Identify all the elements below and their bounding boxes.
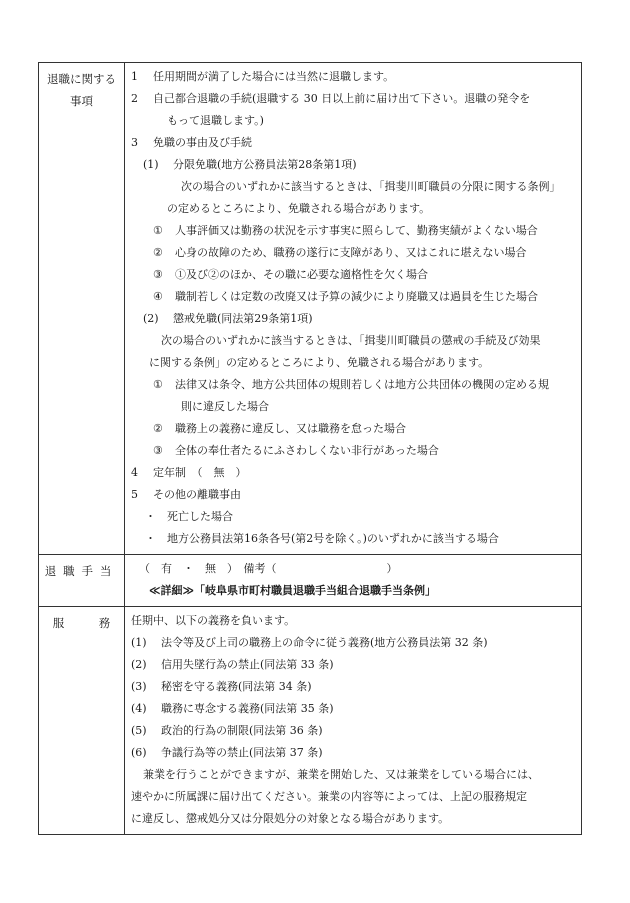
item-number: (6): [131, 746, 147, 759]
section-retirement: [39, 63, 581, 554]
item-text: ①及び②のほか、その職に必要な適格性を欠く場合: [175, 268, 428, 281]
item-number: (2): [143, 312, 159, 325]
section-content: [125, 63, 581, 554]
content-line: [125, 396, 581, 418]
item-text: 秘密を守る義務(同法第 34 条): [161, 680, 312, 693]
item-number: 1: [131, 70, 138, 83]
section-label: [39, 607, 125, 834]
section-duties: [39, 606, 581, 834]
item-number: ③: [153, 268, 163, 281]
item-number: 2: [131, 92, 138, 105]
item-text: 兼業を行うことができますが、兼業を開始した、又は兼業をしている場合には、: [143, 768, 539, 781]
content-line: [125, 742, 581, 764]
content-line: [125, 440, 581, 462]
item-text: 分限免職(地方公務員法第28条第1項): [173, 158, 357, 171]
item-text: 職務上の義務に違反し、又は職務を怠った場合: [175, 422, 406, 435]
content-line: [125, 462, 581, 484]
content-line: [125, 484, 581, 506]
item-number: ③: [153, 444, 163, 457]
item-number: (4): [131, 702, 147, 715]
content-line: [125, 220, 581, 242]
content-line: [125, 176, 581, 198]
item-number: (1): [131, 636, 147, 649]
content-line: [125, 418, 581, 440]
item-number: (1): [143, 158, 159, 171]
item-text: 全体の奉仕者たるにふさわしくない非行があった場合: [175, 444, 439, 457]
section-label-line: 退職に関する: [47, 72, 116, 86]
content-line: [125, 110, 581, 132]
content-line: [125, 308, 581, 330]
item-text: 任用期間が満了した場合には当然に退職します。: [153, 70, 395, 83]
section-label: [39, 555, 125, 606]
item-text: 懲戒免職(同法第29条第1項): [173, 312, 313, 325]
content-line: [125, 676, 581, 698]
item-number: 3: [131, 136, 138, 149]
item-text: 職務に専念する義務(同法第 35 条): [161, 702, 334, 715]
content-line: [125, 132, 581, 154]
content-line: [125, 264, 581, 286]
section-label-line: 服 務: [52, 616, 111, 630]
content-line: [125, 352, 581, 374]
section-label-line: 退職手当: [44, 564, 119, 578]
item-number: (2): [131, 658, 147, 671]
item-number: 4: [131, 466, 138, 479]
item-text: 地方公務員法第16条各号(第2号を除く。)のいずれかに該当する場合: [167, 532, 499, 545]
content-line: [125, 632, 581, 654]
content-line: [125, 720, 581, 742]
item-number: ②: [153, 422, 163, 435]
item-number: (3): [131, 680, 147, 693]
item-text: 定年制 （ 無 ）: [153, 466, 247, 479]
item-text: 法律又は条令、地方公共団体の規則若しくは地方公共団体の機関の定める規: [175, 378, 549, 391]
item-text: に違反し、懲戒処分又は分限処分の対象となる場合があります。: [131, 812, 450, 825]
item-text: 心身の故障のため、職務の遂行に支障があり、又はこれに堪えない場合: [175, 246, 527, 259]
item-text: の定めるところにより、免職される場合があります。: [167, 202, 431, 215]
item-text: 則に違反した場合: [181, 400, 269, 413]
content-line: [125, 528, 581, 550]
content-line: [125, 808, 581, 830]
item-number: ④: [153, 290, 163, 303]
content-line: [125, 88, 581, 110]
item-number: ①: [153, 378, 163, 391]
item-text: 死亡した場合: [167, 510, 233, 523]
item-text: ≪詳細≫「岐阜県市町村職員退職手当組合退職手当条例」: [149, 584, 437, 597]
item-number: ②: [153, 246, 163, 259]
item-text: 信用失墜行為の禁止(同法第 33 条): [161, 658, 334, 671]
item-text: 職制若しくは定数の改廃又は予算の減少により廃職又は過員を生じた場合: [175, 290, 538, 303]
content-line: [125, 580, 581, 602]
item-text: 争議行為等の禁止(同法第 37 条): [161, 746, 323, 759]
item-text: に関する条例」の定めるところにより、免職される場合があります。: [149, 356, 490, 369]
section-label-line: 事項: [70, 94, 93, 108]
item-text: 任期中、以下の義務を負います。: [131, 614, 296, 627]
item-text: 速やかに所属課に届け出てください。兼業の内容等によっては、上記の服務規定: [131, 790, 527, 803]
content-line: [125, 764, 581, 786]
content-line: [125, 154, 581, 176]
item-number: ・: [145, 532, 156, 545]
content-line: [125, 330, 581, 352]
content-line: [125, 374, 581, 396]
item-text: （ 有 ・ 無 ） 備考（ ）: [139, 562, 398, 575]
item-text: 政治的行為の制限(同法第 36 条): [161, 724, 323, 737]
content-line: [125, 506, 581, 528]
content-line: [125, 698, 581, 720]
item-text: その他の離職事由: [153, 488, 241, 501]
item-text: 人事評価又は勤務の状況を示す事実に照らして、勤務実績がよくない場合: [175, 224, 538, 237]
content-line: [125, 66, 581, 88]
item-text: 免職の事由及び手続: [153, 136, 252, 149]
content-line: [125, 558, 581, 580]
section-content: [125, 607, 581, 834]
item-number: ①: [153, 224, 163, 237]
content-line: [125, 286, 581, 308]
content-line: [125, 198, 581, 220]
document-table: [38, 62, 582, 835]
item-text: 法令等及び上司の職務上の命令に従う義務(地方公務員法第 32 条): [161, 636, 488, 649]
content-line: [125, 654, 581, 676]
section-label: [39, 63, 125, 554]
item-text: 次の場合のいずれかに該当するときは、「揖斐川町職員の分限に関する条例」: [181, 180, 561, 193]
content-line: [125, 610, 581, 632]
item-number: ・: [145, 510, 156, 523]
section-content: [125, 555, 581, 606]
content-line: [125, 242, 581, 264]
section-retirement-allowance: [39, 554, 581, 606]
content-line: [125, 786, 581, 808]
item-text: 自己都合退職の手続(退職する 30 日以上前に届け出て下さい。退職の発令を: [153, 92, 531, 105]
item-number: (5): [131, 724, 147, 737]
item-text: 次の場合のいずれかに該当するときは、「揖斐川町職員の懲戒の手続及び効果: [161, 334, 541, 347]
item-number: 5: [131, 488, 138, 501]
item-text: もって退職します。): [167, 114, 264, 127]
